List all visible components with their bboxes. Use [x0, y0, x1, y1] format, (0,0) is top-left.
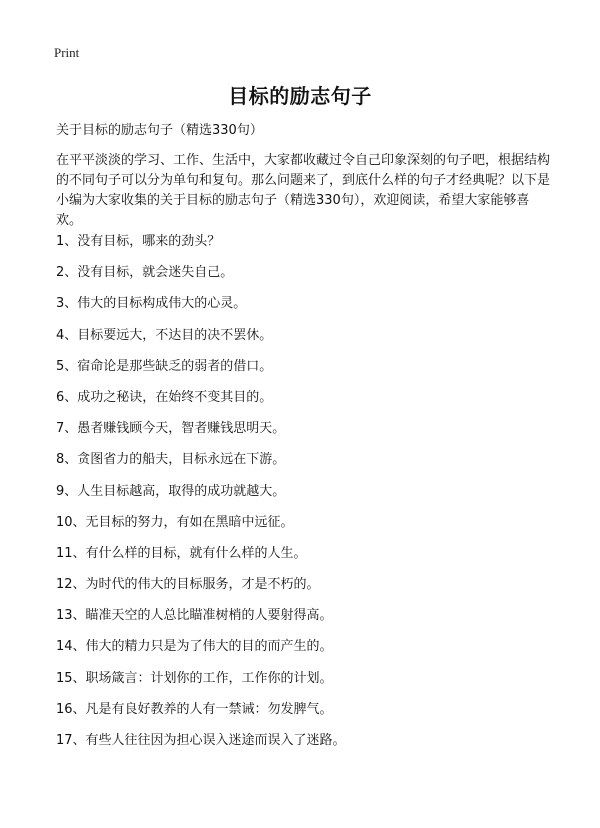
list-item: 7、愚者赚钱顾今天，智者赚钱思明天。 — [56, 421, 286, 437]
list-item: 10、无目标的努力，有如在黑暗中远征。 — [56, 514, 294, 530]
list-item: 8、贪图省力的船夫，目标永远在下游。 — [56, 452, 286, 468]
article-subtitle: 关于目标的励志句子（精选330句） — [56, 123, 263, 138]
list-item: 9、人生目标越高，取得的成功就越大。 — [56, 483, 286, 499]
list-item: 17、有些人往往因为担心误入迷途而误入了迷路。 — [56, 733, 346, 748]
list-item: 16、凡是有良好教养的人有一禁诫：勿发脾气。 — [56, 701, 333, 717]
list-item: 6、成功之秘诀，在始终不变其目的。 — [56, 389, 273, 405]
list-item: 14、伟大的精力只是为了伟大的目的而产生的。 — [56, 639, 333, 655]
list-item: 13、瞄准天空的人总比瞄准树梢的人要射得高。 — [56, 608, 333, 624]
list-item: 5、宿命论是那些缺乏的弱者的借口。 — [56, 358, 273, 374]
list-item: 3、伟大的目标构成伟大的心灵。 — [56, 296, 247, 312]
page-title: 目标的励志句子 — [228, 84, 372, 108]
list-item: 11、有什么样的目标，就有什么样的人生。 — [56, 545, 307, 561]
intro-paragraph: 在平平淡淡的学习、工作、生活中，大家都收藏过令自己印象深刻的句子吧，根据结构的不同句子可以分为单句和复句。那么问题来了，到底什么样的句子才经典呢？以下是小编为大家收集的关于目标的励志句子（精选330句），欢迎阅读，希望大家能够喜欢。 — [56, 153, 551, 228]
print-link[interactable]: Print — [54, 45, 80, 60]
quote-list — [56, 230, 346, 760]
list-item: 12、为时代的伟大的目标服务，才是不朽的。 — [56, 577, 320, 593]
list-item: 15、职场箴言：计划你的工作，工作你的计划。 — [56, 670, 333, 686]
list-item: 2、没有目标，就会迷失自己。 — [56, 265, 234, 281]
list-item: 4、目标要远大，不达目的决不罢休。 — [56, 327, 273, 343]
list-item: 1、没有目标，哪来的劲头？ — [56, 234, 221, 249]
